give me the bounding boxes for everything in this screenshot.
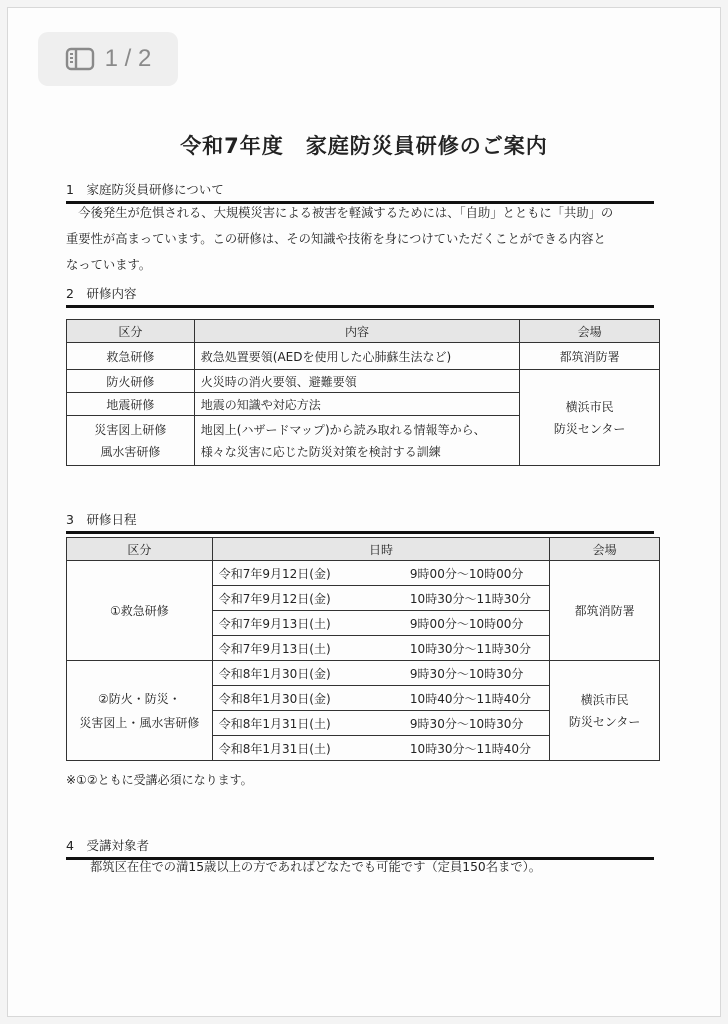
table-row [67,343,660,370]
time-cell: 10時40分～11時40分 [404,686,550,711]
content-cell: 地震の知識や対応方法 [194,393,519,416]
content-line: 地図上(ハザードマップ)から読み取れる情報等から、 [200,422,486,437]
venue-line: 防災センター [553,421,626,436]
table-row [67,661,660,686]
category-line: ②防火・防災・ [98,691,181,706]
category-line: 災害図上研修 [94,422,167,437]
time-cell: 10時30分～11時30分 [404,636,550,661]
venue-cell: 都筑消防署 [550,561,660,661]
schedule-table [66,537,660,761]
date-cell: 令和7年9月12日(金) [212,586,404,611]
header-category: 区分 [67,538,213,561]
table-header-row [67,320,660,343]
venue-cell [550,661,660,761]
date-cell: 令和8年1月30日(金) [212,686,404,711]
schedule-note: ※①②ともに受講必須になります。 [66,773,253,787]
section-1-heading: 1 家庭防災員研修について [66,180,654,204]
document-title: 令和7年度 家庭防災員研修のご案内 [180,134,548,158]
venue-line: 防災センター [568,714,641,729]
date-cell: 令和8年1月31日(土) [212,736,404,761]
category-cell [67,661,213,761]
category-line: 風水害研修 [100,444,161,459]
time-cell: 9時00分～10時00分 [404,611,550,636]
date-cell: 令和7年9月13日(土) [212,636,404,661]
header-content: 内容 [194,320,519,343]
section-1-line: なっています。 [66,258,152,272]
venue-line: 横浜市民 [580,692,629,707]
section-4-heading: 4 受講対象者 [66,836,654,860]
header-venue: 会場 [520,320,660,343]
table-row [67,370,660,393]
page-indicator[interactable] [38,32,178,86]
section-2-heading: 2 研修内容 [66,284,654,308]
section-1-line: 重要性が高まっています。この研修は、その知識や技術を身につけていただくことができる内容と [66,232,606,246]
category-line: 災害図上・風水害研修 [79,715,200,730]
category-cell: ①救急研修 [67,561,213,661]
date-cell: 令和8年1月30日(金) [212,661,404,686]
content-cell [194,416,519,466]
date-cell: 令和7年9月12日(金) [212,561,404,586]
venue-cell: 都筑消防署 [520,343,660,370]
date-cell: 令和8年1月31日(土) [212,711,404,736]
venue-cell [520,370,660,466]
header-datetime: 日時 [212,538,549,561]
time-cell: 9時00分～10時00分 [404,561,550,586]
header-venue: 会場 [550,538,660,561]
section-3-heading: 3 研修日程 [66,510,654,534]
time-cell: 9時30分～10時30分 [404,661,550,686]
category-cell: 防火研修 [67,370,195,393]
venue-line: 横浜市民 [565,399,614,414]
category-cell: 地震研修 [67,393,195,416]
time-cell: 10時30分～11時30分 [404,586,550,611]
section-1-text [66,200,656,278]
content-cell: 救急処置要領(AEDを使用した心肺蘇生法など) [194,343,519,370]
sidebar-panel-icon [65,47,95,71]
content-cell: 火災時の消火要領、避難要領 [194,370,519,393]
section-1-line: 今後発生が危惧される、大規模災害による被害を軽減するためには、「自助」とともに「共助」の [66,206,614,220]
table-row [67,561,660,586]
training-content-table [66,319,660,466]
header-category: 区分 [67,320,195,343]
category-cell: 救急研修 [67,343,195,370]
time-cell: 9時30分～10時30分 [404,711,550,736]
content-line: 様々な災害に応じた防災対策を検討する訓練 [200,444,441,459]
category-cell [67,416,195,466]
date-cell: 令和7年9月13日(土) [212,611,404,636]
table-header-row [67,538,660,561]
time-cell: 10時30分～11時40分 [404,736,550,761]
section-4-text: 都筑区在住での満15歳以上の方であればどなたでも可能です（定員150名まで）。 [90,860,542,874]
page-number: 1 / 2 [104,45,152,72]
